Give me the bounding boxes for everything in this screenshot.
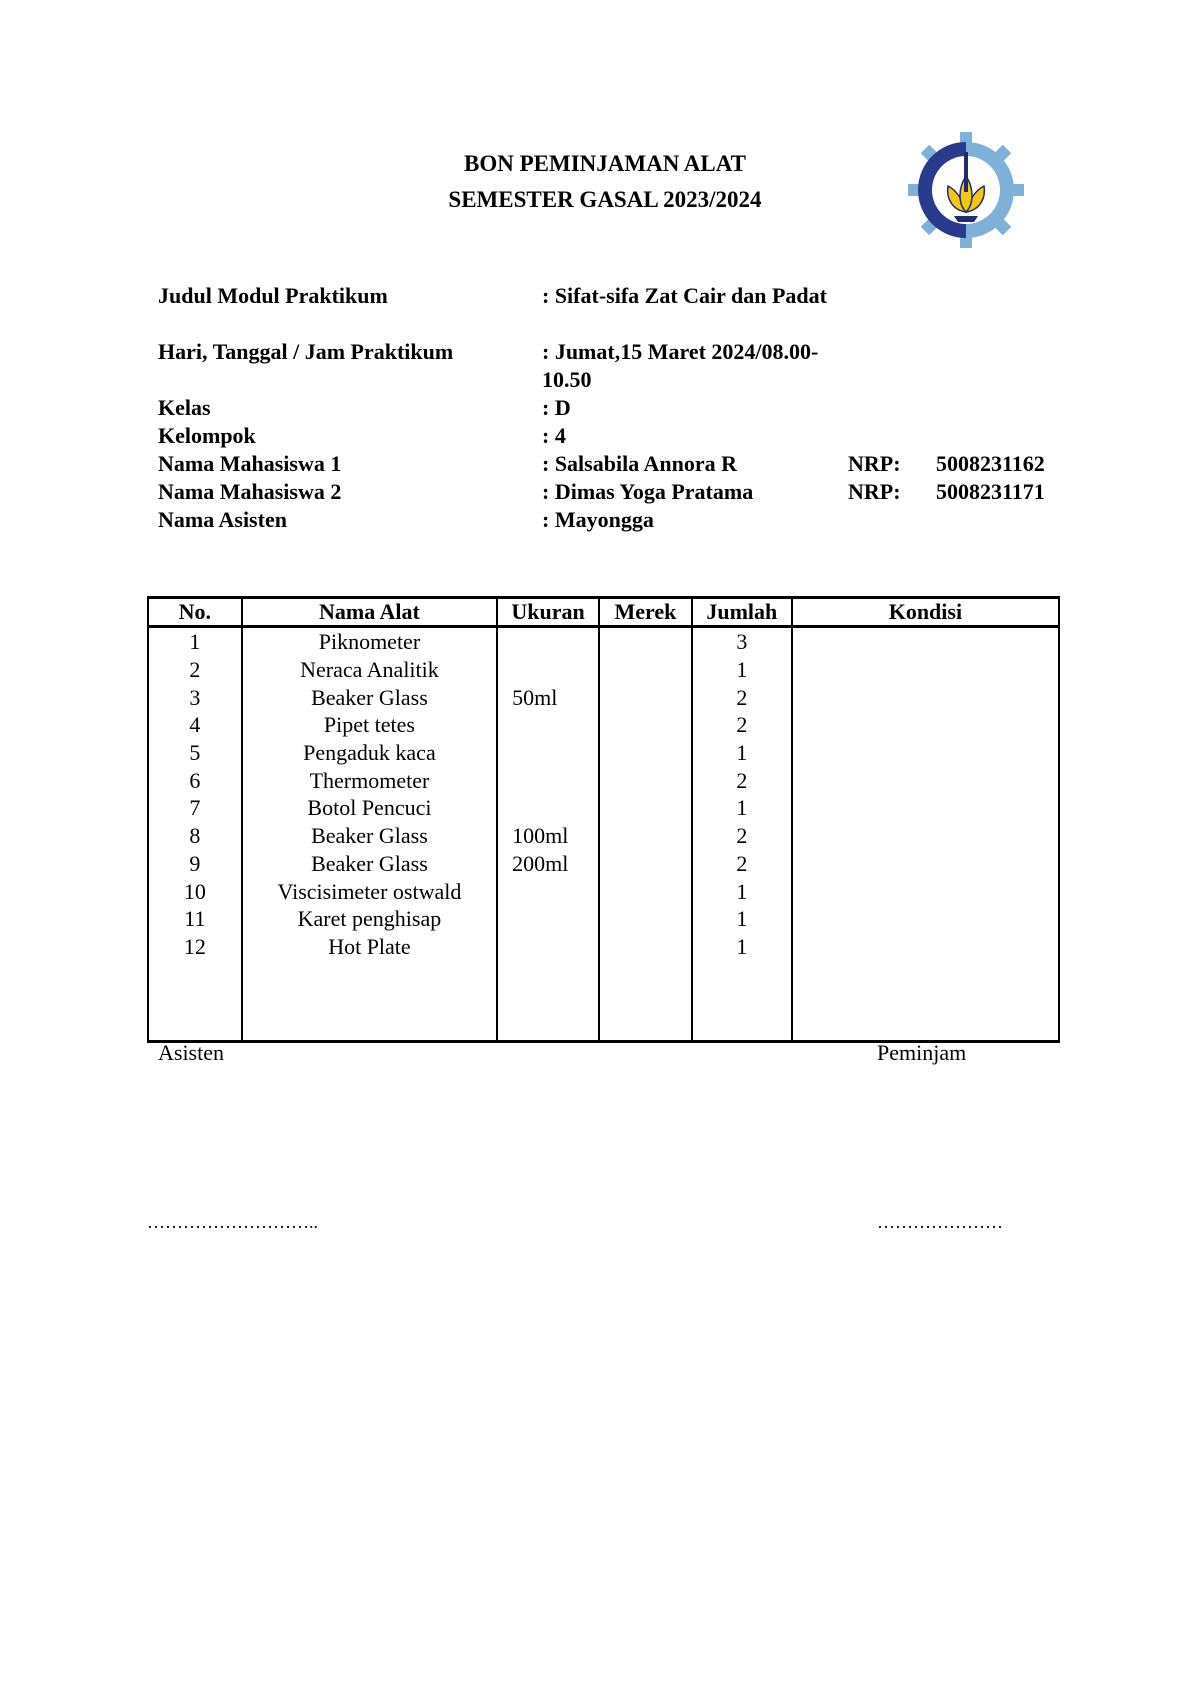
cell-no: 12 <box>148 933 242 961</box>
peminjam-signature-line: ………………… <box>877 1212 1003 1232</box>
table-row <box>148 794 1059 822</box>
cell-nama-alat: Viscisimeter ostwald <box>242 877 497 905</box>
peminjam-signature-label: Peminjam <box>877 1040 967 1065</box>
empty-cell <box>792 960 1059 1042</box>
empty-cell <box>242 960 497 1042</box>
col-header-merek: Merek <box>599 598 692 627</box>
modul-label: Judul Modul Praktikum <box>158 283 388 308</box>
asisten-signature-label: Asisten <box>158 1040 224 1065</box>
table-row <box>148 627 1059 656</box>
kelompok-label: Kelompok <box>158 423 256 448</box>
hari-value: : Jumat,15 Maret 2024/08.00-10.50 <box>542 339 819 392</box>
cell-ukuran: 50ml <box>497 683 599 711</box>
cell-merek <box>599 683 692 711</box>
cell-ukuran <box>497 627 599 656</box>
mhs2-nrp-label: NRP: <box>848 479 901 504</box>
cell-no: 6 <box>148 766 242 794</box>
col-header-nama-alat: Nama Alat <box>242 598 497 627</box>
cell-no: 9 <box>148 850 242 878</box>
cell-jumlah: 1 <box>692 794 792 822</box>
equipment-table <box>147 596 1060 1043</box>
cell-nama-alat: Piknometer <box>242 627 497 656</box>
kelas-value: : D <box>542 395 571 420</box>
cell-no: 8 <box>148 822 242 850</box>
cell-nama-alat: Beaker Glass <box>242 850 497 878</box>
cell-kondisi <box>792 933 1059 961</box>
modul-value: : Sifat-sifa Zat Cair dan Padat <box>542 283 827 308</box>
mhs1-value: : Salsabila Annora R <box>542 451 737 476</box>
cell-kondisi <box>792 822 1059 850</box>
cell-jumlah: 1 <box>692 739 792 767</box>
cell-no: 5 <box>148 739 242 767</box>
asisten-signature-line: ……………………….. <box>147 1212 318 1232</box>
cell-merek <box>599 766 692 794</box>
cell-merek <box>599 905 692 933</box>
mhs1-nrp-value: 5008231162 <box>936 451 1045 476</box>
cell-no: 3 <box>148 683 242 711</box>
title-line-2: SEMESTER GASAL 2023/2024 <box>448 187 762 212</box>
cell-jumlah: 1 <box>692 656 792 684</box>
cell-merek <box>599 822 692 850</box>
cell-kondisi <box>792 905 1059 933</box>
cell-merek <box>599 739 692 767</box>
cell-kondisi <box>792 683 1059 711</box>
cell-ukuran <box>497 794 599 822</box>
table-row <box>148 656 1059 684</box>
mhs2-nrp-value: 5008231171 <box>936 479 1045 504</box>
cell-ukuran <box>497 933 599 961</box>
cell-ukuran <box>497 766 599 794</box>
col-header-jumlah: Jumlah <box>692 598 792 627</box>
cell-nama-alat: Pipet tetes <box>242 711 497 739</box>
mhs2-label: Nama Mahasiswa 2 <box>158 479 342 504</box>
cell-no: 10 <box>148 877 242 905</box>
cell-merek <box>599 711 692 739</box>
empty-cell <box>599 960 692 1042</box>
title-line-1: BON PEMINJAMAN ALAT <box>464 151 746 176</box>
cell-ukuran <box>497 905 599 933</box>
cell-jumlah: 1 <box>692 905 792 933</box>
cell-nama-alat: Neraca Analitik <box>242 656 497 684</box>
cell-merek <box>599 877 692 905</box>
table-header-row <box>148 598 1059 627</box>
kelompok-value: : 4 <box>542 423 566 448</box>
cell-ukuran: 200ml <box>497 850 599 878</box>
cell-ukuran: 100ml <box>497 822 599 850</box>
cell-jumlah: 2 <box>692 683 792 711</box>
cell-ukuran <box>497 656 599 684</box>
cell-nama-alat: Thermometer <box>242 766 497 794</box>
its-logo-icon <box>906 130 1026 250</box>
table-row <box>148 877 1059 905</box>
cell-nama-alat: Botol Pencuci <box>242 794 497 822</box>
col-header-kondisi: Kondisi <box>792 598 1059 627</box>
cell-jumlah: 2 <box>692 822 792 850</box>
table-row <box>148 711 1059 739</box>
kelas-label: Kelas <box>158 395 211 420</box>
cell-merek <box>599 850 692 878</box>
table-row <box>148 739 1059 767</box>
empty-cell <box>497 960 599 1042</box>
cell-ukuran <box>497 877 599 905</box>
cell-merek <box>599 794 692 822</box>
table-row <box>148 850 1059 878</box>
mhs2-value: : Dimas Yoga Pratama <box>542 479 754 504</box>
cell-merek <box>599 656 692 684</box>
col-header-no: No. <box>148 598 242 627</box>
empty-cell <box>148 960 242 1042</box>
col-header-ukuran: Ukuran <box>497 598 599 627</box>
mhs1-label: Nama Mahasiswa 1 <box>158 451 342 476</box>
table-row <box>148 766 1059 794</box>
cell-kondisi <box>792 711 1059 739</box>
cell-nama-alat: Pengaduk kaca <box>242 739 497 767</box>
table-row <box>148 933 1059 961</box>
cell-kondisi <box>792 627 1059 656</box>
table-row <box>148 905 1059 933</box>
cell-no: 1 <box>148 627 242 656</box>
cell-no: 7 <box>148 794 242 822</box>
cell-ukuran <box>497 739 599 767</box>
asisten-label: Nama Asisten <box>158 507 287 532</box>
cell-jumlah: 3 <box>692 627 792 656</box>
table-filler-row <box>148 960 1059 1042</box>
cell-no: 4 <box>148 711 242 739</box>
cell-jumlah: 2 <box>692 766 792 794</box>
table-row <box>148 822 1059 850</box>
cell-jumlah: 1 <box>692 877 792 905</box>
mhs1-nrp-label: NRP: <box>848 451 901 476</box>
empty-cell <box>692 960 792 1042</box>
cell-nama-alat: Beaker Glass <box>242 683 497 711</box>
cell-jumlah: 2 <box>692 711 792 739</box>
cell-kondisi <box>792 850 1059 878</box>
hari-label: Hari, Tanggal / Jam Praktikum <box>158 339 454 364</box>
cell-ukuran <box>497 711 599 739</box>
cell-kondisi <box>792 794 1059 822</box>
cell-nama-alat: Beaker Glass <box>242 822 497 850</box>
asisten-value: : Mayongga <box>542 507 654 532</box>
cell-no: 2 <box>148 656 242 684</box>
cell-nama-alat: Karet penghisap <box>242 905 497 933</box>
cell-no: 11 <box>148 905 242 933</box>
cell-jumlah: 1 <box>692 933 792 961</box>
cell-merek <box>599 627 692 656</box>
cell-jumlah: 2 <box>692 850 792 878</box>
table-row <box>148 683 1059 711</box>
cell-kondisi <box>792 766 1059 794</box>
cell-kondisi <box>792 877 1059 905</box>
cell-merek <box>599 933 692 961</box>
cell-kondisi <box>792 739 1059 767</box>
cell-nama-alat: Hot Plate <box>242 933 497 961</box>
cell-kondisi <box>792 656 1059 684</box>
